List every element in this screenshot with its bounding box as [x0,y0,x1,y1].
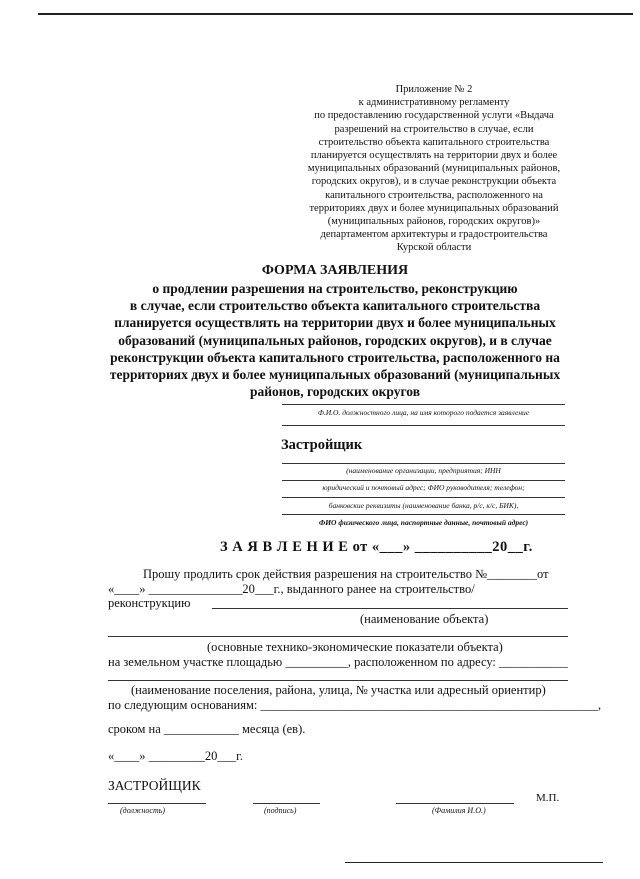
appendix-line: по предоставлению государственной услуги «Выдача [314,110,554,122]
developer-person-hint: ФИО физического лица, паспортные данные, почтовый адрес) [318,518,529,527]
developer-address-hint: юридический и почтовый адрес; ФИО руководителя; телефон; [322,483,525,492]
form-title-line: районов, городских округов [249,384,421,400]
signature-label: ЗАСТРОЙЩИК [108,778,201,793]
form-title-line: образований (муниципальных районов, городских округов), и в случае [118,332,552,348]
name-hint: (Фамилия И.О.) [432,806,486,815]
statement-date[interactable]: от «___» __________20__г. [348,539,533,555]
addressee-hint: Ф.И.О. должностного лица, на имя которого подается заявление [317,408,530,417]
statement-word: З А Я В Л Е Н И Е [220,539,349,555]
appendix-line: Курской области [396,242,472,254]
form-title-line: в случае, если строительство объекта капитального строительства [129,298,541,314]
developer-org-hint: (наименование организации, предприятия; ИНН [346,466,501,475]
location-field[interactable] [108,680,568,681]
appendix-line: департаментом архитектуры и градостроительства [320,229,548,241]
form-title-line: территориях двух и более муниципальных образований (муниципальных [109,367,561,383]
indicators-hint: (основные технико-экономические показатели объекта) [207,640,503,654]
request-line-1[interactable]: Прошу продлить срок действия разрешения на строительство №________от [143,567,549,581]
indicators-field[interactable] [108,636,568,637]
appendix-line: разрешений на строительство в случае, если [334,123,534,135]
form-title [100,261,570,400]
signature-field[interactable] [253,803,320,804]
object-name-hint: (наименование объекта) [360,612,489,626]
scan-border-bottom [345,862,603,863]
developer-label: Застройщик [281,437,363,453]
developer-person-field[interactable] [282,514,565,515]
object-name-field[interactable] [212,608,568,609]
appendix-line: территориях двух и более муниципальных образований [309,202,559,214]
statement-title [220,539,533,556]
position-field[interactable] [108,803,206,804]
scan-border-top [38,13,633,15]
addressee-field-2[interactable] [282,425,565,426]
developer-bank-field[interactable] [282,497,565,498]
addressee-field[interactable] [282,404,565,405]
appendix-line: планируется осуществлять на территории двух и более [310,150,558,162]
appendix-line: муниципальных образований (муниципальных районов, [307,163,561,175]
grounds-line[interactable]: по следующим основаниям: ______________________________________________________, [108,698,602,712]
developer-org-field[interactable] [282,463,565,464]
developer-bank-hint: банковские реквизиты (наименование банка, р/с, к/с, БИК), [328,501,519,510]
term-line[interactable]: сроком на ____________ месяца (ев). [108,722,306,736]
location-hint: (наименование поселения, района, улица, № участка или адресный ориентир) [131,683,546,697]
request-line-3: реконструкцию [108,596,191,610]
appendix-line: Приложение № 2 [395,84,473,95]
appendix-block [300,83,568,255]
appendix-line: городских округов), и в случае реконструкции объекта [311,176,557,188]
body-date-line[interactable]: «____» _________20___г. [108,749,243,763]
appendix-line: строительство объекта капитального строительства [318,136,550,148]
signature-hint: (подпись) [264,806,297,815]
developer-address-field[interactable] [282,480,565,481]
appendix-line: капитального строительства, расположенного на [325,189,543,201]
appendix-line: (муниципальных районов, городских округов)» [327,216,541,228]
land-plot-line[interactable]: на земельном участке площадью __________, расположенном по адресу: ___________ [108,655,568,669]
form-title-line: о продлении разрешения на строительство, реконструкцию [152,281,518,296]
form-title-line: реконструкции объекта капитального строительства, расположенного на [110,349,560,365]
seal-label: М.П. [536,792,560,804]
form-heading: ФОРМА ЗАЯВЛЕНИЯ [261,263,409,278]
position-hint: (должность) [120,806,166,815]
form-title-line: планируется осуществлять на территории двух и более муниципальных [114,315,556,331]
name-field[interactable] [396,803,514,804]
appendix-line: к административному регламенту [358,97,510,109]
request-line-2[interactable]: «____» _______________20___г., выданного ранее на строительство/ [108,582,475,596]
